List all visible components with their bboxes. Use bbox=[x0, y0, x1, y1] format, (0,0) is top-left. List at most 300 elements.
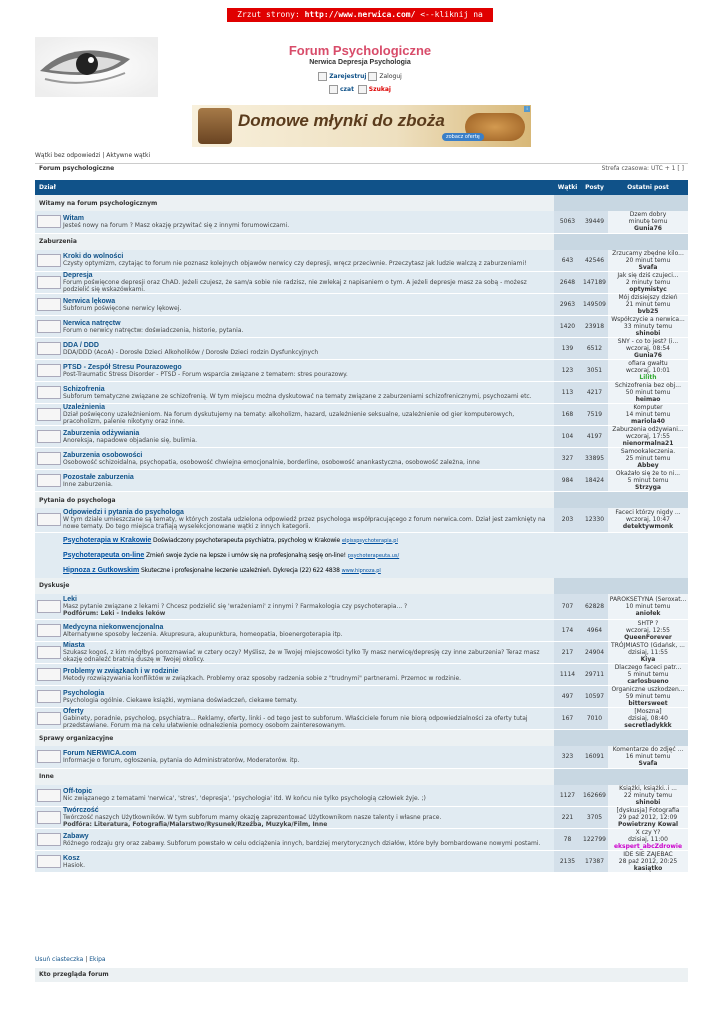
breadcrumb bbox=[35, 163, 688, 174]
forum-description: Forum poświęcone depresji oraz ChAD. Jeżeli czujesz, że sam/a sobie nie radzisz, nie zwlekaj z napisaniem o tym. A jeżeli depresje masz za sobą - możesz podzielić się wskazówkami. bbox=[63, 279, 527, 293]
tool-links bbox=[220, 85, 500, 94]
post-count: 122799 bbox=[581, 829, 608, 851]
forum-icon-cell bbox=[35, 338, 63, 360]
last-post-time: wczoraj, 10:01 bbox=[626, 367, 670, 374]
last-post bbox=[608, 807, 688, 829]
topic-count: 1114 bbox=[554, 664, 581, 686]
sponsored-link-row[interactable] bbox=[35, 532, 688, 548]
forum-read-icon bbox=[37, 386, 61, 399]
forum-row[interactable] bbox=[35, 829, 688, 851]
forum-title-link[interactable]: Witam bbox=[63, 214, 84, 222]
category-row bbox=[35, 768, 688, 785]
last-post-topic[interactable]: [dyskusja] Fotografia bbox=[616, 807, 680, 814]
sponsored-url[interactable]: elpisspsychoterapia.pl bbox=[341, 537, 398, 544]
site-subtitle: Nerwica Depresja Psychologia bbox=[309, 59, 411, 66]
forum-row[interactable] bbox=[35, 448, 688, 470]
forum-row[interactable] bbox=[35, 708, 688, 730]
team-link[interactable]: Ekipa bbox=[89, 956, 106, 963]
chat-icon bbox=[329, 85, 338, 94]
forum-info bbox=[63, 686, 554, 708]
forum-read-icon bbox=[37, 215, 61, 228]
forum-table bbox=[35, 180, 688, 873]
forum-title-link[interactable]: Schizofrenia bbox=[63, 385, 105, 393]
last-post-topic[interactable]: ofiara gwałtu bbox=[628, 360, 668, 367]
last-post-topic[interactable]: Komputer bbox=[633, 404, 663, 411]
last-post-author[interactable]: Gunia76 bbox=[634, 225, 662, 233]
forum-title-link[interactable]: Zaburzenia odżywiania bbox=[63, 429, 140, 437]
category-title[interactable]: Sprawy organizacyjne bbox=[35, 730, 554, 747]
forum-description: Forum o nerwicy natręctw: doświadczenia, historie, pytania. bbox=[63, 326, 244, 334]
banner-url[interactable]: http://www.nerwica.com/ bbox=[304, 10, 416, 19]
topic-count: 497 bbox=[554, 686, 581, 708]
last-post-author[interactable]: QueenForever bbox=[624, 634, 672, 641]
forum-info bbox=[63, 642, 554, 664]
sponsored-spacer bbox=[35, 532, 63, 548]
eye-logo[interactable] bbox=[35, 37, 158, 97]
sponsored-title[interactable]: Psychoterapia w Krakowie bbox=[63, 536, 152, 544]
forum-title-link[interactable]: Problemy w związkach i w rodzinie bbox=[63, 667, 179, 675]
forum-row[interactable] bbox=[35, 294, 688, 316]
forum-read-icon bbox=[37, 690, 61, 703]
forum-row[interactable] bbox=[35, 746, 688, 768]
forum-row[interactable] bbox=[35, 470, 688, 492]
forum-icon-cell bbox=[35, 426, 63, 448]
forum-description: Informacje o forum, ogłoszenia, pytania do Administratorów, Moderatorów. itp. bbox=[63, 756, 300, 764]
post-count: 7519 bbox=[581, 404, 608, 426]
forum-icon-cell bbox=[35, 360, 63, 382]
last-post-time: 28 paź 2012, 20:25 bbox=[618, 858, 678, 865]
last-post-topic[interactable]: Faceci którzy nigdy ... bbox=[615, 509, 681, 517]
forum-description: Post-Traumatic Stress Disorder - PTSD - Forum wsparcia związane z tematem: stres pourazowy. bbox=[63, 370, 348, 378]
grain-mill-image bbox=[198, 108, 232, 144]
last-post-time: 33 minuty temu bbox=[623, 323, 673, 330]
last-post bbox=[608, 316, 688, 338]
last-post-author[interactable]: secretladykkk bbox=[624, 722, 672, 729]
forum-read-icon bbox=[37, 646, 61, 659]
forum-row[interactable] bbox=[35, 851, 688, 873]
banner-link[interactable]: <--kliknij na adresie bbox=[343, 10, 483, 33]
site-title[interactable]: Forum Psychologiczne bbox=[288, 43, 432, 58]
sponsored-spacer bbox=[35, 563, 63, 578]
forum-title-link[interactable]: Leki bbox=[63, 595, 78, 603]
last-post-time: wczoraj, 10:47 bbox=[626, 516, 670, 524]
forum-info bbox=[63, 360, 554, 382]
last-post-time: 59 minut temu bbox=[625, 693, 671, 700]
last-post-author[interactable]: bittersweet bbox=[628, 700, 668, 707]
topic-count: 984 bbox=[554, 470, 581, 492]
last-post-topic[interactable]: Okażało się że to ni... bbox=[615, 470, 681, 477]
forum-title-link[interactable]: Odpowiedzi i pytania do psychologa bbox=[63, 509, 184, 517]
last-post-time: minutę temu bbox=[628, 218, 668, 226]
sponsored-link-row[interactable] bbox=[35, 548, 688, 563]
ad-banner-text: Domowe młynki do zboża bbox=[238, 111, 445, 130]
last-post-author[interactable]: Strzyga bbox=[635, 484, 661, 491]
last-post-time: 22 minuty temu bbox=[623, 791, 673, 799]
last-post-topic[interactable]: Organiczne uszkodzen... bbox=[611, 686, 685, 693]
last-post-author[interactable]: bvb25 bbox=[637, 308, 659, 315]
last-post bbox=[608, 426, 688, 448]
forum-title-link[interactable]: Off-topic bbox=[63, 788, 93, 796]
forum-title-link[interactable]: Psychologia bbox=[63, 689, 105, 697]
forum-icon-cell bbox=[35, 508, 63, 532]
forum-read-icon bbox=[37, 855, 61, 868]
post-count: 4217 bbox=[581, 382, 608, 404]
forum-info bbox=[63, 338, 554, 360]
post-count: 3051 bbox=[581, 360, 608, 382]
forum-read-icon bbox=[37, 668, 61, 681]
forum-title-link[interactable]: Medycyna niekonwencjonalna bbox=[63, 623, 164, 631]
category-row bbox=[35, 578, 688, 594]
post-count: 149509 bbox=[581, 294, 608, 316]
forum-info bbox=[63, 470, 554, 492]
last-post bbox=[608, 250, 688, 272]
category-title[interactable]: Pytania do psychologa bbox=[35, 492, 554, 509]
category-header-shade bbox=[554, 730, 688, 747]
last-post bbox=[608, 508, 688, 532]
forum-info bbox=[63, 829, 554, 851]
category-title[interactable]: Zaburzenia bbox=[35, 233, 554, 250]
topic-count: 1420 bbox=[554, 316, 581, 338]
forum-title-link[interactable]: Zaburzenia osobowości bbox=[63, 451, 143, 459]
last-post-time: dzisiaj, 11:00 bbox=[628, 836, 668, 843]
topic-count: 203 bbox=[554, 508, 581, 532]
forum-row[interactable] bbox=[35, 404, 688, 426]
forum-description: Jesteś nowy na forum ? Masz okazję przywitać się z innymi forumowiczami. bbox=[63, 221, 290, 229]
forum-row[interactable] bbox=[35, 686, 688, 708]
last-post-topic[interactable]: [Moszna] bbox=[634, 708, 662, 715]
last-post-author[interactable]: heimao bbox=[635, 396, 661, 403]
forum-icon-cell bbox=[35, 404, 63, 426]
last-post-time: wczoraj, 08:54 bbox=[626, 345, 670, 352]
last-post-topic[interactable]: Dlaczego faceci patr... bbox=[614, 664, 682, 671]
forum-title-link[interactable]: DDA / DDD bbox=[63, 341, 99, 349]
topic-count: 123 bbox=[554, 360, 581, 382]
post-count: 18424 bbox=[581, 470, 608, 492]
post-count: 33895 bbox=[581, 448, 608, 470]
forum-title-link[interactable]: Forum NERWICA.com bbox=[63, 749, 137, 757]
forum-info bbox=[63, 807, 554, 829]
topic-count: 5063 bbox=[554, 211, 581, 233]
topic-count: 707 bbox=[554, 594, 581, 620]
unanswered-link[interactable]: Wątki bez odpowiedzi bbox=[35, 152, 101, 159]
last-post-time: dzisiaj, 11:55 bbox=[628, 649, 668, 656]
forum-description: Inne zaburzenia. bbox=[63, 480, 113, 488]
forum-title-link[interactable]: Pozostałe zaburzenia bbox=[63, 473, 134, 481]
last-post-author[interactable]: mariola40 bbox=[631, 418, 665, 425]
forum-icon-cell bbox=[35, 746, 63, 768]
forum-description: Dział poświęcony uzależnieniom. Na forum dyskutujemy na tematy: alkoholizm, hazard, uzależnienie seksualne, uzależnienie od gier komputerowych, pracoholizm, palenie nikotyny oraz inne. bbox=[63, 411, 515, 425]
forum-row[interactable] bbox=[35, 508, 688, 532]
forum-row[interactable] bbox=[35, 382, 688, 404]
sponsored-url[interactable]: psychoterapeuta.us/ bbox=[347, 552, 400, 559]
sponsored-text: Doświadczony psychoterapeuta psychiatra, psycholog w Krakowie bbox=[151, 536, 341, 544]
last-post-author[interactable]: detektywmonk bbox=[622, 523, 674, 531]
last-post bbox=[608, 211, 688, 233]
topic-count: 167 bbox=[554, 708, 581, 730]
forum-read-icon bbox=[37, 624, 61, 637]
sponsored-title[interactable]: Psychoterapeuta on-line bbox=[63, 551, 145, 559]
forum-read-icon bbox=[37, 789, 61, 802]
sponsored-title[interactable]: Hipnoza z Gutkowskim bbox=[63, 566, 140, 574]
forum-info bbox=[63, 448, 554, 470]
active-topics-link[interactable]: Aktywne wątki bbox=[106, 152, 151, 159]
forum-row[interactable] bbox=[35, 316, 688, 338]
screenshot-banner bbox=[227, 8, 493, 33]
last-post-topic[interactable]: Zrzucamy zbędne kilo... bbox=[612, 249, 684, 257]
last-post-topic[interactable]: Schizofrenia bez obj... bbox=[614, 382, 681, 389]
register-link[interactable]: Zarejestruj bbox=[329, 73, 367, 80]
last-post-author[interactable]: Abbey bbox=[637, 462, 659, 469]
last-post-topic[interactable]: Jak się dziś czujeci... bbox=[617, 272, 679, 279]
forum-description: Gabinety, poradnie, psycholog, psychiatra... Reklamy, oferty, linki - od tego jest to subforum. Właściciele forum nie biorą odpowiedzialności za oferty tutaj przedstawiane. Forum ma na celu ułatwienie odnalezienia pomocy osobom zainteresowanym. bbox=[63, 715, 528, 729]
subforum-links[interactable]: Podfóra: Literatura, Fotografia/Malarstwo/Rysunek/Rzeźba, Muzyka/Film, Inne bbox=[63, 821, 328, 828]
last-post-time: 5 minut temu bbox=[627, 671, 669, 678]
last-post bbox=[608, 272, 688, 294]
forum-info bbox=[63, 664, 554, 686]
forum-row[interactable] bbox=[35, 642, 688, 664]
last-post-author[interactable]: Svafa bbox=[638, 760, 658, 768]
delete-cookies-link[interactable]: Usuń ciasteczka bbox=[35, 956, 84, 963]
post-count: 16091 bbox=[581, 746, 608, 768]
forum-description: Subforum tematyczne związane ze schizofrenią. W tym miejscu można dyskutować na tematy związane z zaburzeniami schizofrenicznymi, psychozami etc. bbox=[63, 392, 532, 400]
forum-title-link[interactable]: Nerwica lękowa bbox=[63, 297, 116, 305]
forum-title-link[interactable]: Zabawy bbox=[63, 832, 89, 840]
search-link[interactable]: Szukaj bbox=[368, 86, 391, 93]
sponsored-link bbox=[63, 532, 688, 548]
last-post bbox=[608, 594, 688, 620]
category-title[interactable]: Inne bbox=[35, 768, 554, 785]
forum-icon-cell bbox=[35, 829, 63, 851]
sponsored-spacer bbox=[35, 548, 63, 563]
subforum-links[interactable]: Podfórum: Leki - Indeks leków bbox=[63, 609, 166, 617]
register-icon bbox=[318, 72, 327, 81]
sponsored-link bbox=[63, 563, 688, 578]
topic-count: 1127 bbox=[554, 785, 581, 807]
forum-title-link[interactable]: Twórczość bbox=[63, 807, 99, 814]
forum-title-link[interactable]: Nerwica natręctw bbox=[63, 319, 121, 327]
last-post-topic[interactable]: SHTP ? bbox=[637, 620, 659, 627]
forum-row[interactable] bbox=[35, 250, 688, 272]
last-post-author[interactable]: shinobi bbox=[635, 330, 661, 337]
last-post-author[interactable]: carlosbueno bbox=[627, 678, 669, 685]
chat-link[interactable]: czat bbox=[340, 86, 354, 93]
topic-count: 2963 bbox=[554, 294, 581, 316]
forum-row[interactable] bbox=[35, 664, 688, 686]
last-post-author[interactable]: Kiya bbox=[640, 656, 656, 663]
last-post-time: 25 minut temu bbox=[625, 455, 671, 462]
sponsored-link-row[interactable] bbox=[35, 563, 688, 578]
last-post bbox=[608, 642, 688, 664]
last-post-topic[interactable]: X czy Y? bbox=[635, 829, 661, 836]
last-post-topic[interactable]: Komentarze do zdjęć ... bbox=[612, 746, 684, 754]
forum-info bbox=[63, 508, 554, 532]
forum-info bbox=[63, 746, 554, 768]
forum-info bbox=[63, 272, 554, 294]
last-post-author[interactable]: Powietrzny Kowal bbox=[617, 821, 679, 828]
last-post-topic[interactable]: Dzem dobry bbox=[629, 211, 667, 219]
footer-separator: | bbox=[83, 956, 90, 963]
sponsored-text: Skuteczne i profesjonalne leczenie uzależnień. Dykrecja (22) 622 4838 bbox=[139, 566, 340, 574]
forum-icon-cell bbox=[35, 211, 63, 233]
forum-icon-cell bbox=[35, 807, 63, 829]
post-count: 4964 bbox=[581, 620, 608, 642]
forum-description: Czysty optymizm, czytając to forum nie poznasz kolejnych objawów nerwicy czy depresji, wręcz przeciwnie. Przeczytasz jak ludzie walczą z zaburzeniami! bbox=[63, 260, 527, 268]
forum-row[interactable] bbox=[35, 785, 688, 807]
category-header-shade bbox=[554, 195, 688, 211]
last-post-author[interactable]: Svafa bbox=[638, 263, 658, 271]
forum-title-link[interactable]: Uzależnienia bbox=[63, 404, 106, 411]
forum-description: Osobowość schizoidalna, psychopatia, osobowość chwiejna emocjonalnie, borderline, osobowość anankastyczna, osobowość zależna, inne bbox=[63, 458, 480, 466]
forum-description: Szukasz kogoś, z kim mógłbyś porozmawiać w cztery oczy? Myślisz, że w Twojej miejscowości tylko Ty masz nerwicę/depresję czy inne zaburzenia? Teraz masz okazję odnaleźć bratnią duszę w Twojej okolicy. bbox=[63, 649, 540, 663]
forum-description: Twórczość naszych Użytkowników. W tym subforum mamy okazję zaprezentować Użytkownikom nasze talenty i własne prace. bbox=[63, 814, 442, 821]
last-post bbox=[608, 404, 688, 426]
forum-title-link[interactable]: Oferty bbox=[63, 708, 84, 715]
col-forum: Dział bbox=[35, 180, 554, 195]
category-title[interactable]: Dyskusje bbox=[35, 578, 554, 594]
post-count: 23918 bbox=[581, 316, 608, 338]
forum-read-icon bbox=[37, 430, 61, 443]
category-title[interactable]: Witamy na forum psychologicznym bbox=[35, 195, 554, 211]
topic-count: 2135 bbox=[554, 851, 581, 873]
last-post-topic[interactable]: SNY - co to jest? (i... bbox=[617, 338, 679, 345]
forum-description: Psychologia ogólnie. Ciekawe książki, wymiana doświadczeń, ciekawe tematy. bbox=[63, 696, 298, 704]
post-count: 42546 bbox=[581, 250, 608, 272]
forum-description: Metody rozwiązywania konfliktów w związkach. Problemy oraz sposoby radzenia sobie z "trudnymi" partnerami. Przemoc w rodzinie. bbox=[63, 674, 462, 682]
search-icon bbox=[358, 85, 367, 94]
topic-count: 174 bbox=[554, 620, 581, 642]
forum-icon-cell bbox=[35, 316, 63, 338]
last-post bbox=[608, 851, 688, 873]
forum-read-icon bbox=[37, 298, 61, 311]
last-post bbox=[608, 338, 688, 360]
category-header-shade bbox=[554, 768, 688, 785]
forum-title-link[interactable]: Kroki do wolności bbox=[63, 253, 124, 261]
login-icon bbox=[368, 72, 377, 81]
last-post-time: dzisiaj, 08:40 bbox=[628, 715, 668, 722]
forum-title-link[interactable]: Kosz bbox=[63, 854, 80, 862]
last-post-author[interactable]: kasiątko bbox=[633, 865, 663, 872]
login-link[interactable]: Zaloguj bbox=[379, 73, 402, 80]
last-post-author[interactable]: aniołek bbox=[635, 609, 661, 617]
last-post-author[interactable]: shinobi bbox=[635, 798, 661, 806]
last-post-author[interactable]: optymistyc bbox=[629, 286, 667, 293]
forum-title-link[interactable]: Miasta bbox=[63, 642, 85, 649]
forum-row[interactable] bbox=[35, 360, 688, 382]
post-count: 6512 bbox=[581, 338, 608, 360]
sponsored-url[interactable]: www.hipnoza.pl bbox=[341, 567, 381, 574]
last-post-topic[interactable]: TRÓJMIASTO (Gdańsk, ... bbox=[611, 642, 685, 649]
forum-info bbox=[63, 250, 554, 272]
last-post bbox=[608, 294, 688, 316]
last-post-time: 50 minut temu bbox=[625, 389, 671, 396]
forum-description: DDA/DDD (AcoA) - Dorosłe Dzieci Alkoholików / Dorosłe Dzieci rodzin Dysfunkcyjnych bbox=[63, 348, 319, 356]
last-post-topic[interactable]: Mój dzisiejszy dzień bbox=[618, 294, 678, 301]
last-post-topic[interactable]: Książki, książki..i ... bbox=[619, 784, 677, 792]
who-is-online bbox=[35, 968, 688, 982]
who-is-online-title: Kto przegląda forum bbox=[39, 971, 109, 978]
ad-offer-button[interactable]: zobacz ofertę bbox=[442, 133, 484, 141]
forum-row[interactable] bbox=[35, 807, 688, 829]
forum-read-icon bbox=[37, 712, 61, 725]
last-post-time: 21 minut temu bbox=[625, 301, 671, 308]
last-post-time: wczoraj, 17:55 bbox=[626, 433, 670, 440]
forum-title-link[interactable]: PTSD - Zespół Stresu Pourazowego bbox=[63, 363, 182, 371]
last-post-author[interactable]: ekspert_abcZdrowie bbox=[613, 843, 683, 850]
forum-info bbox=[63, 426, 554, 448]
forum-row[interactable] bbox=[35, 338, 688, 360]
forum-info bbox=[63, 382, 554, 404]
forum-title-link[interactable]: Depresja bbox=[63, 272, 93, 279]
forum-icon-cell bbox=[35, 785, 63, 807]
post-count: 29711 bbox=[581, 664, 608, 686]
forum-row[interactable] bbox=[35, 426, 688, 448]
ad-banner[interactable] bbox=[192, 105, 531, 147]
last-post-time: 10 minut temu bbox=[625, 602, 671, 610]
topic-count: 643 bbox=[554, 250, 581, 272]
footer-links bbox=[35, 956, 106, 963]
col-last-post: Ostatni post bbox=[608, 180, 688, 195]
forum-description: Hasiok. bbox=[63, 861, 86, 869]
post-count: 3705 bbox=[581, 807, 608, 829]
table-header bbox=[35, 180, 688, 195]
topic-count: 323 bbox=[554, 746, 581, 768]
sponsored-text: Zmień swoje życie na lepsze i umów się na profesjonalną sesję on-line! bbox=[144, 551, 346, 559]
post-count: 147189 bbox=[581, 272, 608, 294]
post-count: 24904 bbox=[581, 642, 608, 664]
last-post-topic[interactable]: IDE SIE ZAJEBAC bbox=[623, 851, 673, 858]
last-post-topic[interactable]: PAROKSETYNA (Seroxat... bbox=[609, 595, 687, 603]
category-row bbox=[35, 233, 688, 250]
last-post-time: 29 paź 2012, 12:09 bbox=[618, 814, 678, 821]
forum-row[interactable] bbox=[35, 620, 688, 642]
breadcrumb-forum[interactable]: Forum psychologiczne bbox=[39, 165, 115, 172]
forum-icon-cell bbox=[35, 708, 63, 730]
quick-links-separator: | bbox=[100, 152, 107, 159]
forum-row[interactable] bbox=[35, 594, 688, 620]
quick-links bbox=[35, 152, 150, 159]
forum-row[interactable] bbox=[35, 272, 688, 294]
category-header-shade bbox=[554, 233, 688, 250]
last-post-topic[interactable]: Współczycie a nerwica... bbox=[611, 316, 685, 323]
last-post bbox=[608, 470, 688, 492]
last-post-author[interactable]: Lilith bbox=[639, 374, 657, 381]
forum-description: Różnego rodzaju gry oraz zabawy. Subforum powstało w celu odciążenia innych, bardziej merytorycznych działów, które były bombardowane nowymi postami. bbox=[63, 839, 541, 847]
forum-description: Nic związanego z tematami 'nerwica', 'stres', 'depresja', 'psychologia' itd. W końcu nie tylko psychologią człowiek żyje. ;) bbox=[63, 795, 426, 803]
last-post-time: 5 minut temu bbox=[627, 477, 669, 484]
forum-read-icon bbox=[37, 408, 61, 421]
post-count: 4197 bbox=[581, 426, 608, 448]
forum-icon-cell bbox=[35, 272, 63, 294]
forum-read-icon bbox=[37, 320, 61, 333]
forum-info bbox=[63, 708, 554, 730]
forum-row[interactable] bbox=[35, 211, 688, 233]
last-post bbox=[608, 448, 688, 470]
topic-count: 217 bbox=[554, 642, 581, 664]
last-post-author[interactable]: Gunia76 bbox=[634, 352, 662, 359]
forum-icon-cell bbox=[35, 382, 63, 404]
forum-read-icon bbox=[37, 600, 61, 613]
last-post bbox=[608, 664, 688, 686]
ad-info-icon[interactable]: i bbox=[524, 106, 530, 112]
category-row bbox=[35, 730, 688, 747]
last-post-author[interactable]: nienormalna21 bbox=[622, 440, 674, 447]
last-post-topic[interactable]: Samookaleczenia. bbox=[620, 448, 676, 455]
forum-info bbox=[63, 594, 554, 620]
forum-icon-cell bbox=[35, 851, 63, 873]
last-post bbox=[608, 686, 688, 708]
category-header-shade bbox=[554, 492, 688, 509]
last-post-topic[interactable]: Zaburzenia odżywiani... bbox=[612, 426, 684, 433]
